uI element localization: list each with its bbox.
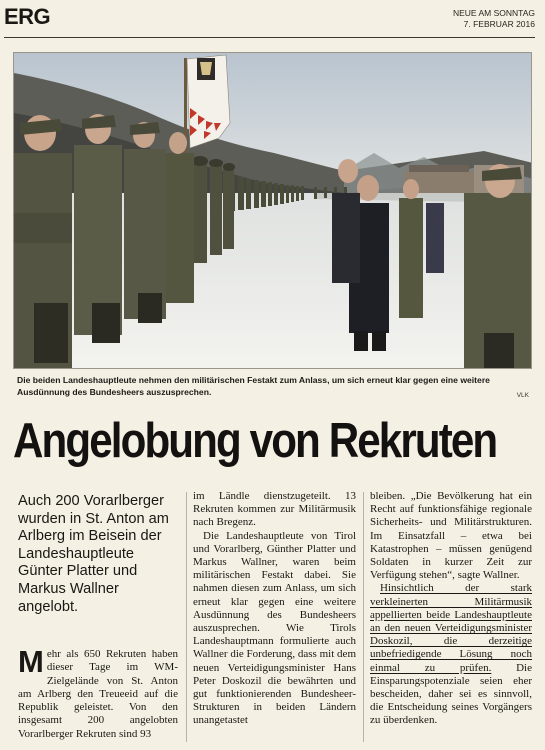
photo-caption: Die beiden Landeshauptleute nehmen den militärischen Festakt zum Anlass, um sich erneut klar gegen eine weitere Ausdünnung des Bundesheers auszusprechen. <box>17 375 490 397</box>
photo-illustration <box>14 53 532 369</box>
body-col1-text: ehr als 650 Rekruten haben dieser Tage im WM-Zielgelände von St. Anton am Arlberg den Treueeid auf die Republik geleistet. Von den insgesamt 200 angelobten Vorarlberger Rekruten sind 93 <box>18 648 178 740</box>
body-text: Die Einsparungspotenziale seien eher bescheiden, daher sei es sinnvoll, die Entscheidung seines Vorgängers zu überdenken. <box>370 661 532 727</box>
column-divider <box>186 492 187 742</box>
body-paragraph: bleiben. „Die Bevölkerung hat ein Recht auf funktionsfähige regionale Sicherheits- und Militärstrukturen. Im Einsatzfall – etwa bei Katastrophen – müssen genügend Soldaten in kurzer Zeit zur Verfügung stehen“, sagte Wallner. <box>370 490 532 582</box>
drop-cap: M <box>18 644 44 679</box>
issue-date: 7. FEBRUAR 2016 <box>463 19 535 29</box>
article-body-col3 <box>370 490 532 728</box>
column-divider <box>363 492 364 742</box>
page-header <box>4 2 535 38</box>
section-label: ERG <box>4 4 51 29</box>
article-headline: Angelobung von Rekruten <box>13 414 497 468</box>
underlined-passage: Hinsichtlich der stark verkleinerten Militärmusik appellierten beide Landeshauptleute an den neuen Verteidigungsminister Doskozil, die derzeitige unbefriedigende Lösung noch einmal zu prüfen. <box>370 582 532 674</box>
article-photo <box>13 52 532 369</box>
issue-info <box>453 8 535 30</box>
newspaper-name: NEUE AM SONNTAG <box>452 8 535 18</box>
article-body-col2 <box>193 490 356 728</box>
body-paragraph: im Ländle dienstzugeteilt. 13 Rekruten kommen zur Militärmusik nach Bregenz. <box>193 490 356 529</box>
article-body-col1 <box>18 644 178 741</box>
body-paragraph: Die Landeshauptleute von Tirol und Vorarlberg, Günther Platter und Markus Wallner, waren beim militärischen Festakt dabei. Sie nahmen diesen zum Anlass, um sich erneut klar gegen eine weitere Ausdünnung des Bundesheers auszusprechen. Wie Tirols Landeshauptmann formulierte auch Wallner die Forderung, dass mit dem neuen Verteidigungsminister Hans Peter Doskozil die bewährten und gut funktionierenden Bundesheer-Strukturen in beiden Ländern unangetastet <box>193 529 356 727</box>
photo-credit: VLK <box>516 392 529 399</box>
body-paragraph <box>370 582 532 727</box>
article-lead: Auch 200 Vorarlberger wurden in St. Anton am Arlberg im Beisein der Landeshauptleute Günter Platter und Markus Wallner angelobt. <box>18 493 169 615</box>
